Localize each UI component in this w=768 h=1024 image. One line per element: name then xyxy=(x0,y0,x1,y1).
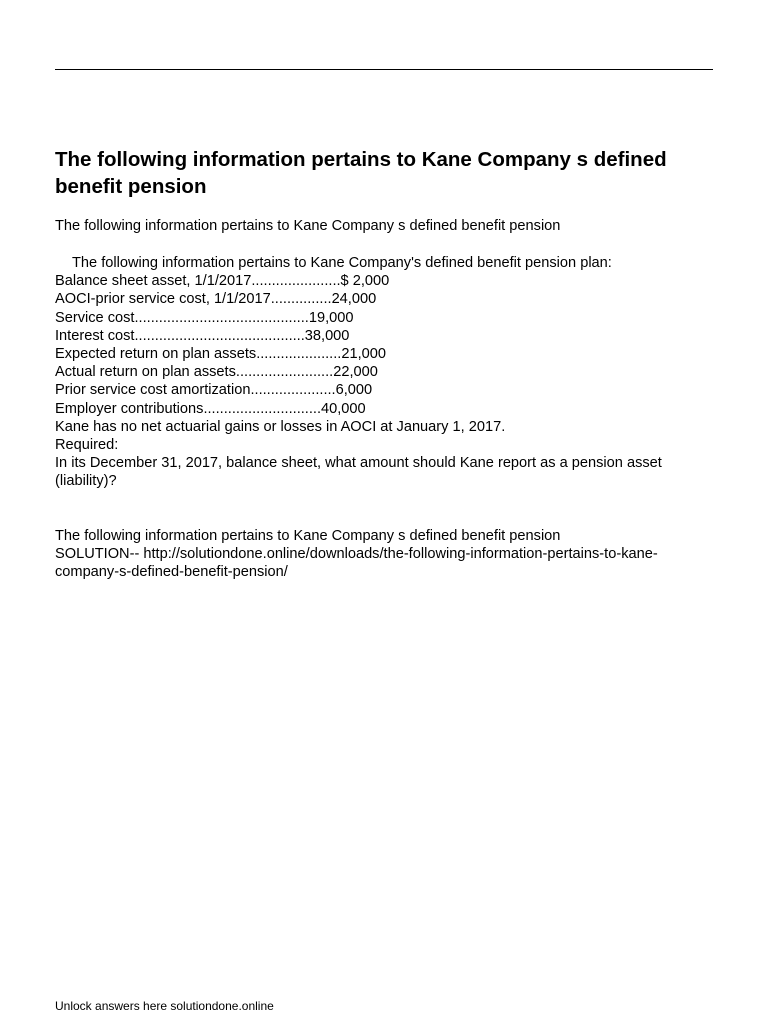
item-prior-service-amortization: Prior service cost amortization.....................6,000 xyxy=(55,382,373,399)
item-service-cost: Service cost...........................................19,000 xyxy=(55,309,354,326)
problem-lead: The following information pertains to Kane Company's defined benefit pension plan: xyxy=(72,255,612,271)
solution-title-line: The following information pertains to Kane Company s defined benefit pension xyxy=(55,528,561,544)
problem-note: Kane has no net actuarial gains or losses in AOCI at January 1, 2017. xyxy=(55,418,506,435)
top-divider xyxy=(55,69,713,70)
solution-block xyxy=(55,527,715,582)
required-label: Required: xyxy=(55,437,119,454)
page-title: The following information pertains to Kane Company s defined benefit pension xyxy=(55,148,667,198)
item-expected-return: Expected return on plan assets.....................21,000 xyxy=(55,346,386,363)
problem-question: In its December 31, 2017, balance sheet, what amount should Kane report as a pension asset (liability)? xyxy=(55,455,662,490)
item-balance-sheet-asset: Balance sheet asset, 1/1/2017......................$ 2,000 xyxy=(55,273,390,290)
intro-line: The following information pertains to Kane Company s defined benefit pension xyxy=(55,218,561,234)
item-aoci-prior-service-cost: AOCI-prior service cost, 1/1/2017...............24,000 xyxy=(55,291,377,308)
footer-note: Unlock answers here solutiondone.online xyxy=(55,999,274,1013)
solution-link[interactable]: SOLUTION-- http://solutiondone.online/downloads/the-following-information-pertains-to-kane-company-s-defined-benefit-pension/ xyxy=(55,546,658,581)
item-interest-cost: Interest cost..........................................38,000 xyxy=(55,327,350,344)
problem-block xyxy=(55,254,715,491)
item-employer-contributions: Employer contributions.............................40,000 xyxy=(55,400,366,417)
item-actual-return: Actual return on plan assets........................22,000 xyxy=(55,364,378,381)
